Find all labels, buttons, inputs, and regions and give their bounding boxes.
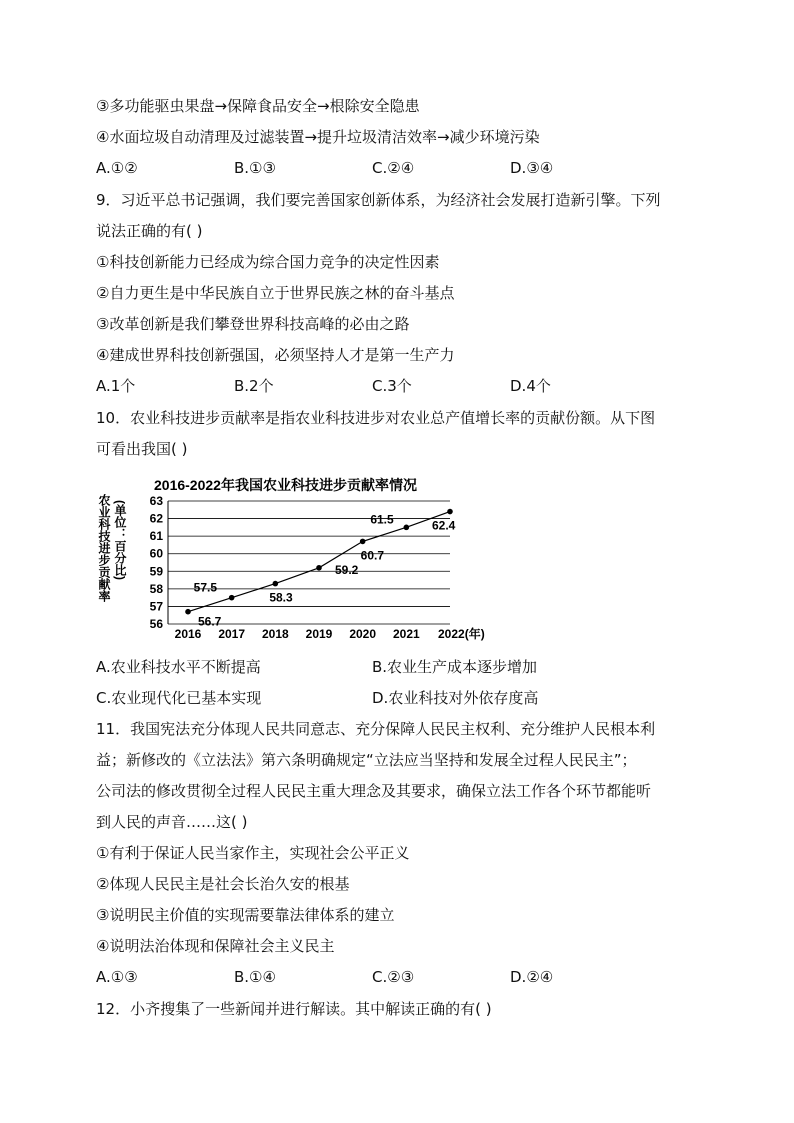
q11-stem-line2: 益；新修改的《立法法》第六条明确规定“立法应当坚持和发展全过程人民民主”； [96,751,637,769]
q10-stem-line1: 10．农业科技进步贡献率是指农业科技进步对农业总产值增长率的贡献份额。从下图 [96,409,656,427]
q9-option-a[interactable]: A.1个 [96,377,136,395]
q8-option-d[interactable]: D.③④ [510,159,554,177]
q10-stem-line2: 可看出我国( ) [96,440,188,458]
q11-statement-4: ④说明法治体现和保障社会主义民主 [96,937,335,955]
data-point [360,539,366,545]
data-label: 59.2 [335,562,359,577]
y-tick-label: 59 [149,564,163,579]
q9-option-d[interactable]: D.4个 [510,377,551,395]
contribution-rate-chart [96,470,485,650]
x-tick-label: 2021 [392,627,420,641]
q8-statement-3: ③多功能驱虫果盘→保障食品安全→根除安全隐患 [96,97,420,115]
x-tick-label: 2017 [218,627,246,641]
q10-option-c[interactable]: C.农业现代化已基本实现 [96,689,262,707]
chart-title: 2016-2022年我国农业科技进步贡献率情况 [154,477,417,493]
q11-statement-3: ③说明民主价值的实现需要靠法律体系的建立 [96,906,395,924]
q11-stem-line3: 公司法的修改贯彻全过程人民民主重大理念及其要求，确保立法工作各个环节都能听 [96,782,652,800]
data-label: 60.7 [360,548,385,563]
x-tick-label: 2019 [305,627,333,641]
series-line [188,512,450,612]
y-axis-label-line1: 农业科技进步贡献率 [97,494,111,602]
q9-stem-line1: 9．习近平总书记强调，我们要完善国家创新体系，为经济社会发展打造新引擎。下列 [96,191,661,209]
data-point [404,525,410,531]
data-label: 58.3 [269,590,293,605]
data-label: 57.5 [193,580,218,595]
y-tick-label: 57 [149,599,163,614]
q9-stem-line2: 说法正确的有( ) [96,222,203,240]
data-point [185,609,191,615]
data-label: 62.4 [432,518,456,533]
y-tick-label: 62 [149,511,163,526]
data-point [273,581,279,587]
data-point [229,595,235,601]
q8-option-b[interactable]: B.①③ [234,159,276,177]
q8-statement-4: ④水面垃圾自动清理及过滤装置→提升垃圾清洁效率→减少环境污染 [96,128,540,146]
q12-stem-line1: 12．小齐搜集了一些新闻并进行解读。其中解读正确的有( ) [96,1000,492,1018]
y-axis-label-line2: (单位：百分比) [113,500,127,580]
q10-option-b[interactable]: B.农业生产成本逐步增加 [372,658,538,676]
line-chart-svg [96,470,485,650]
q11-option-a[interactable]: A.①③ [96,968,138,986]
q11-statement-2: ②体现人民民主是社会长治久安的根基 [96,875,350,893]
x-tick-label: 2016 [174,627,202,641]
q11-stem-line1: 11．我国宪法充分体现人民共同意志、充分保障人民民主权利、充分维护人民根本利 [96,720,656,738]
data-label: 56.7 [198,614,222,629]
q9-option-c[interactable]: C.3个 [372,377,412,395]
y-tick-label: 63 [149,494,163,508]
q8-option-c[interactable]: C.②④ [372,159,415,177]
q11-statement-1: ①有利于保证人民当家作主，实现社会公平正义 [96,844,410,862]
q11-stem-line4: 到人民的声音……这( ) [96,813,248,831]
q9-option-b[interactable]: B.2个 [234,377,274,395]
q9-statement-2: ②自力更生是中华民族自立于世界民族之林的奋斗基点 [96,284,455,302]
x-tick-label: 2018 [261,627,289,641]
data-point [316,565,322,571]
q9-statement-4: ④建成世界科技创新强国，必须坚持人才是第一生产力 [96,346,455,364]
data-label: 61.5 [370,512,394,527]
q11-option-b[interactable]: B.①④ [234,968,276,986]
y-tick-label: 61 [149,529,163,544]
q10-option-a[interactable]: A.农业科技水平不断提高 [96,658,261,676]
q11-option-c[interactable]: C.②③ [372,968,415,986]
y-tick-label: 56 [149,617,163,631]
q9-statement-1: ①科技创新能力已经成为综合国力竞争的决定性因素 [96,253,440,271]
q8-option-a[interactable]: A.①② [96,159,138,177]
q10-option-d[interactable]: D.农业科技对外依存度高 [372,689,539,707]
q11-option-d[interactable]: D.②④ [510,968,554,986]
y-tick-label: 60 [149,546,163,561]
x-tick-label: 2020 [349,627,377,641]
data-point [447,509,453,515]
y-tick-label: 58 [149,581,163,596]
q9-statement-3: ③改革创新是我们攀登世界科技高峰的必由之路 [96,315,410,333]
x-tick-label: 2022(年) [438,627,485,641]
